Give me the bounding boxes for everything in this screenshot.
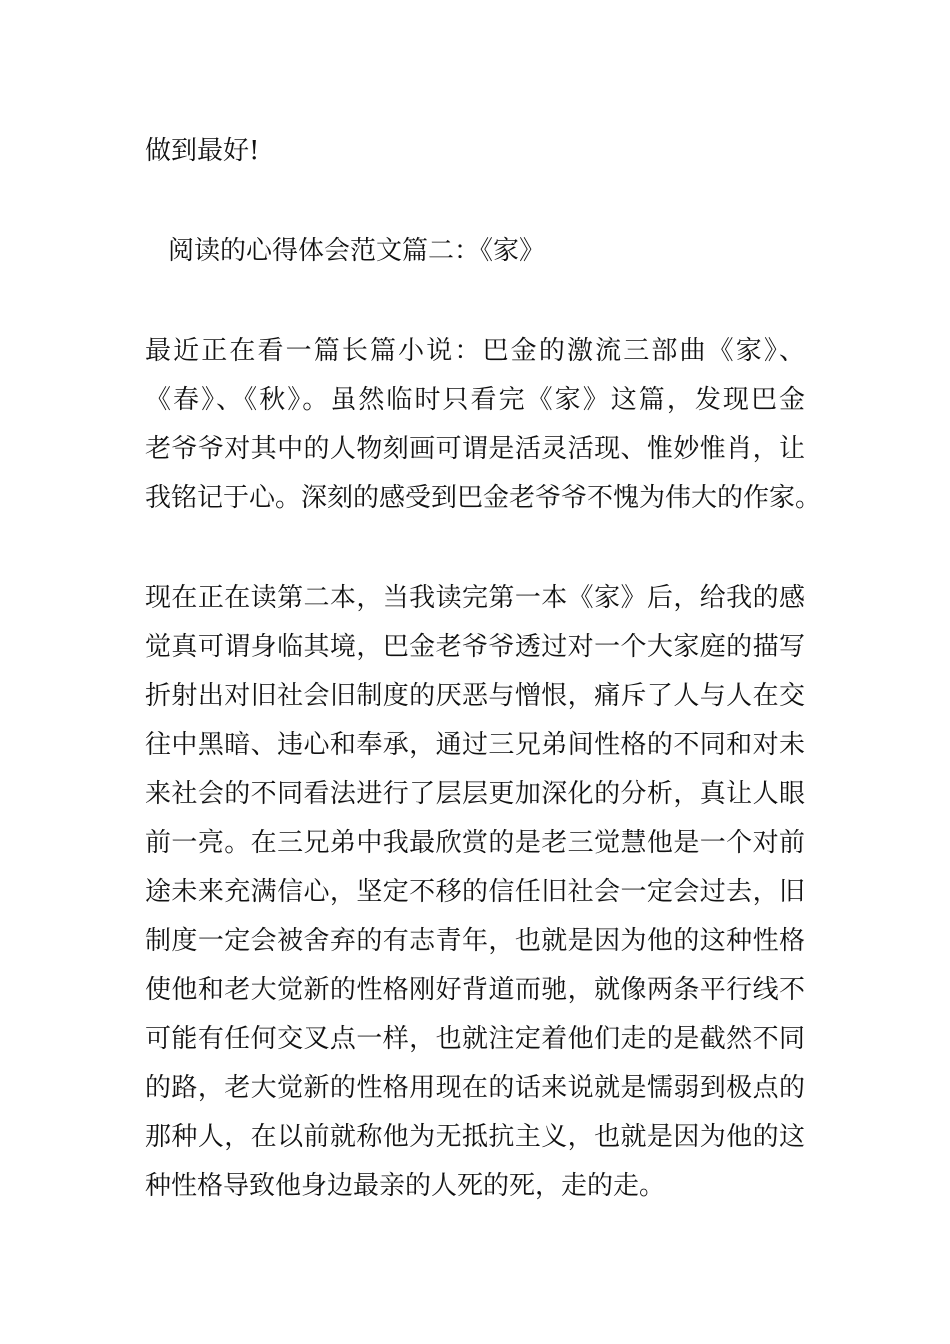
paragraph-2-line-1: 现在正在读第二本，当我读完第一本《家》后，给我的感 (145, 583, 805, 613)
paragraph-2-line-2: 觉真可谓身临其境，巴金老爷爷透过对一个大家庭的描写 (145, 632, 805, 662)
paragraph-1-line-2: 《春》、《秋》。虽然临时只看完《家》这篇，发现巴金 (145, 385, 805, 415)
paragraph-2-line-7: 途未来充满信心，坚定不移的信任旧社会一定会过去，旧 (145, 877, 805, 907)
paragraph-2-line-11: 的路，老大觉新的性格用现在的话来说就是懦弱到极点的 (145, 1073, 805, 1103)
paragraph-2-line-5: 来社会的不同看法进行了层层更加深化的分析，真让人眼 (145, 779, 805, 809)
paragraph-2-line-8: 制度一定会被舍弃的有志青年，也就是因为他的这种性格 (145, 926, 805, 956)
paragraph-1-line-4: 我铭记于心。深刻的感受到巴金老爷爷不愧为伟大的作家。 (145, 483, 822, 513)
paragraph-2-line-12: 那种人，在以前就称他为无抵抗主义，也就是因为他的这 (145, 1122, 805, 1152)
paragraph-2-line-9: 使他和老大觉新的性格刚好背道而驰，就像两条平行线不 (145, 975, 805, 1005)
paragraph-1-line-1: 最近正在看一篇长篇小说：巴金的激流三部曲《家》、 (145, 336, 805, 366)
paragraph-2-line-3: 折射出对旧社会旧制度的厌恶与憎恨，痛斥了人与人在交 (145, 681, 805, 711)
paragraph-2-line-13: 种性格导致他身边最亲的人死的死，走的走。 (145, 1171, 666, 1201)
paragraph-2-line-6: 前一亮。在三兄弟中我最欣赏的是老三觉慧他是一个对前 (145, 828, 805, 858)
section-heading: 阅读的心得体会范文篇二：《家》 (168, 236, 546, 266)
paragraph-2-line-10: 可能有任何交叉点一样，也就注定着他们走的是截然不同 (145, 1024, 805, 1054)
continuation-line: 做到最好! (145, 136, 260, 166)
paragraph-2-line-4: 往中黑暗、违心和奉承，通过三兄弟间性格的不同和对未 (145, 730, 805, 760)
paragraph-1-line-3: 老爷爷对其中的人物刻画可谓是活灵活现、惟妙惟肖，让 (145, 434, 805, 464)
